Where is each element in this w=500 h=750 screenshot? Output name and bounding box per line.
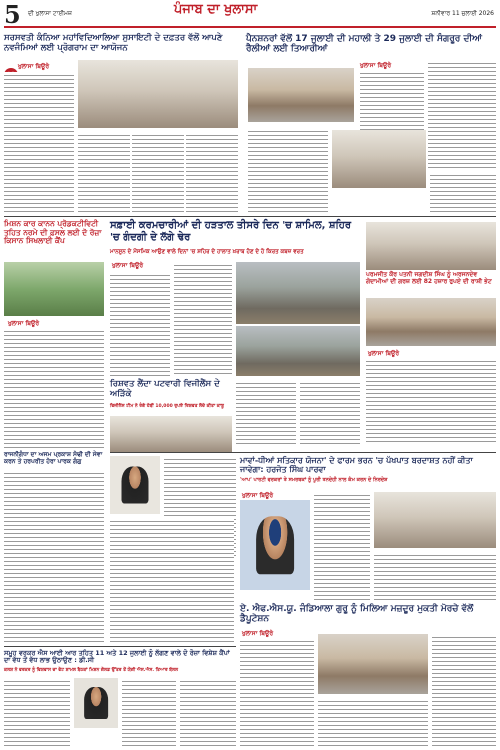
saraswati-body-col2 <box>78 132 130 214</box>
section-divider <box>4 216 496 217</box>
pensioners-body-col3 <box>248 128 328 212</box>
donation-byline: ਖੁਲਾਸਾ ਬਿਊਰੋ <box>368 350 400 357</box>
farmers-headline: ਮਿਸ਼ਨ ਕਾਰ ਕਾਨਨ ਪ੍ਰੋਡਕਟੀਵਿਟੀ ਤਹਿਤ ਨਰਮੇ ਦੀ ਫ਼ਸਲ ਲਈ ਦੋ ਰੋਜ਼ਾ ਕਿਸਾਨ ਸਿਖਲਾਈ ਕੈਂਪ <box>4 219 102 246</box>
mothers-photo <box>374 492 496 548</box>
farmers-body <box>4 328 104 448</box>
camp-body-col3 <box>180 678 236 746</box>
workers-body-col2 <box>432 634 496 746</box>
pensioners-photo-1 <box>248 68 354 122</box>
saraswati-body-col3 <box>132 132 184 214</box>
portrait-photo-1 <box>110 456 160 514</box>
sanitation-photo-1 <box>236 262 360 324</box>
masthead: ਪੰਜਾਬ ਦਾ ਖੁਲਾਸਾ <box>174 2 258 17</box>
paper-name: ਦੀ ਖੁਲਾਸਾ ਟਾਈਮਜ਼ <box>28 10 72 17</box>
farmers-byline: ਖੁਲਾਸਾ ਬਿਊਰੋ <box>8 320 40 327</box>
camp-body-col1 <box>4 678 70 746</box>
pensioners-headline: ਪੈਨਸ਼ਨਰਾਂ ਵੱਲੋਂ 17 ਜੁਲਾਈ ਦੀ ਮਹਾਲੀ ਤੇ 29 ਜੁਲਾਈ ਦੀ ਸੰਗਰੂਰ ਦੀਆਂ ਰੈਲੀਆਂ ਲਈ ਤਿਆਰੀਆਂ <box>246 34 482 55</box>
sanitation-body-col3 <box>236 380 296 444</box>
donation-photo-top <box>366 222 496 270</box>
mothers-subhead: 'ਆਪ' ਪਾਰਟੀ ਵਰਕਰਾਂ ਤੇ ਸਮਰਥਕਾਂ ਨੂੰ ਪੂਰੀ ਤਨਦੇਹੀ ਨਾਲ ਕੰਮ ਕਰਨ ਦੇ ਨਿਰਦੇਸ਼ <box>240 477 388 483</box>
sanitation-headline: ਸਫ਼ਾਈ ਕਰਮਚਾਰੀਆਂ ਦੀ ਹੜਤਾਲ ਤੀਸਰੇ ਦਿਨ 'ਚ ਸ਼ਾਮਿਲ, ਸ਼ਹਿਰ 'ਚ ਗੰਦਗੀ ਦੇ ਲੱਗੇ ਢੇਰ <box>110 220 352 243</box>
mothers-body-col1 <box>314 492 370 602</box>
issue-date: ਸ਼ਨੀਵਾਰ 11 ਜੁਲਾਈ 2026 <box>431 10 494 17</box>
workers-byline: ਖੁਲਾਸਾ ਬਿਊਰੋ <box>242 630 274 637</box>
bribery-photo <box>110 416 232 452</box>
camp-headline: ਸਮੂਹ ਵਰਕਰ ਐਸ ਆਈ ਆਰ ਤਹਿਤ 11 ਅਤੇ 12 ਜੁਲਾਈ ਨੂੰ ਲੱਗਣ ਵਾਲੇ ਦੋ ਰੋਜ਼ਾ ਵਿਸ਼ੇਸ਼ ਕੈਂਪਾਂ ਦਾ ਵੱਧ ਤੋਂ ਵੱਧ ਲਾਭ ਉਠਾਉਣ : ਡੀ.ਸੀ <box>4 649 230 665</box>
mothers-byline: ਖੁਲਾਸਾ ਬਿਊਰੋ <box>242 492 274 499</box>
bribery-subhead: ਵਿਜੀਲੈਂਸ ਟੀਮ ਨੇ ਰੰਗੇ ਹੱਥੀਂ 10,000 ਰੁਪਏ ਰਿਸ਼ਵਤ ਲੈਂਦੇ ਕੀਤਾ ਕਾਬੂ <box>110 404 224 409</box>
workers-body-col3 <box>318 698 428 746</box>
mothers-headline: ਮਾਵਾਂ-ਧੀਆਂ ਸਤਿਕਾਰ ਯੋਜਨਾ' ਦੇ ਫਾਰਮ ਭਰਨ 'ਚ ਪੱਖਪਾਤ ਬਰਦਾਸ਼ਤ ਨਹੀਂ ਕੀਤਾ ਜਾਵੇਗਾ: ਹਰਜੋਤ ਸਿੰਘ ਪਾਰਵਾ <box>240 456 473 475</box>
pensioners-body-col4 <box>430 172 496 212</box>
pensioners-body-col2 <box>428 60 496 168</box>
workers-headline: ਏ. ਐਫ.ਐਸ.ਯੂ. ਜੰਡਿਆਲਾ ਗੁਰੂ ਨੂੰ ਮਿਲਿਆ ਮਜ਼ਦੂਰ ਮੁਕਤੀ ਮੋਰਚੇ ਵੱਲੋਂ ਡੈਪੂਟੇਸ਼ਨ <box>240 604 474 625</box>
saraswati-body-col1 <box>4 72 74 212</box>
donation-headline: ਪਰਮਜੀਤ ਕੌਰ ਪਤਨੀ ਜਗਦੀਸ਼ ਸਿੰਘ ਨੂੰ ਅਰਜਨਦੇਵ ਗੋਦਾਮੀਆਂ ਦੀ ਗਰਜ਼ ਲਈ 82 ਹਜ਼ਾਰ ਰੁਪਏ ਦੀ ਰਾਸ਼ੀ ਭੇਟ <box>366 271 492 285</box>
farmers-photo <box>4 262 104 316</box>
mothers-body-col3 <box>110 518 234 642</box>
saraswati-body-col4 <box>186 132 238 214</box>
portrait-photo-2 <box>74 678 118 728</box>
page-number: 5 <box>4 0 21 29</box>
section-divider-2 <box>110 452 496 453</box>
workers-body-col1 <box>240 638 314 746</box>
saraswati-byline: ਖੁਲਾਸਾ ਬਿਊਰੋ <box>18 63 50 70</box>
camp-body-col2 <box>122 678 176 746</box>
saraswati-headline: ਸਰਸਵਤੀ ਕੰਨਿਆ ਮਹਾਂਵਿਦਿਆਲਿਆ ਸੁਸਾਇਟੀ ਦੇ ਦਫ਼ਤਰ ਵੱਲੋਂ ਆਪਣੇ ਨਵਜੰਮਿਆਂ ਲਈ ਪ੍ਰੋਗਰਾਮ ਦਾ ਆਯੋਜਨ <box>4 33 223 53</box>
sanitation-body-col2 <box>174 262 232 376</box>
sanitation-subhead: ਮਾਨਸੂਨ ਦੇ ਮੌਸਮਿਕ ਆਉਣ ਵਾਲੇ ਦਿਨਾਂ 'ਚ ਸ਼ਹਿਰ ਦੇ ਹਾਲਾਤ ਖ਼ਰਾਬ ਹੋਣ ਦੇ ਹੋ ਕਿਰਤ ਕਬਜ਼ ਵਰਤ <box>110 249 304 255</box>
mothers-portrait <box>240 500 310 590</box>
bribery-headline: ਰਿਸ਼ਵਤ ਲੈਂਦਾ ਪਟਵਾਰੀ ਵਿਜੀਲੈਂਸ ਦੇ ਅੜਿੱਕੇ <box>110 379 220 399</box>
sanitation-photo-2 <box>236 326 360 376</box>
sanitation-byline: ਖੁਲਾਸਾ ਬਿਊਰੋ <box>112 262 144 269</box>
mothers-body-col2 <box>374 552 496 602</box>
camp-subhead: ਕਲਸ਼ ਨੇ ਵਰਕਰ ਨੂੰ ਵਿਸ਼ਵਾਸ ਦਾ ਵੋਟ ਸ਼ਾਮਲ ਬੈਠਕਾਂ ਮਿਸ਼ਨ ਗੋਲਡ ਉੱਤਰ ਤੋਂ ਯੋਗੀ ਐਸ.ਐਸ. ਤਿਆਰ ਬੱਲਲ <box>4 668 179 673</box>
pensioners-photo-2 <box>332 130 426 188</box>
pensioners-body-col1 <box>360 70 424 130</box>
saraswati-photo <box>78 60 238 128</box>
workers-photo <box>318 634 428 694</box>
donation-photo <box>366 298 496 346</box>
pensioners-byline: ਖੁਲਾਸਾ ਬਿਊਰੋ <box>360 62 392 69</box>
page-header <box>4 2 496 28</box>
donation-body <box>366 358 496 444</box>
rajnigandha-body <box>4 470 104 644</box>
sanitation-body-col4 <box>300 380 360 444</box>
sanitation-body-col1 <box>110 272 170 376</box>
rajnigandha-headline: ਰਾਜਨੀਗੰਧਾ ਦਾ ਅਜਮ ਪ੍ਰਕਾਸ਼ ਸੋਢੀ ਦੀ ਸੇਵਾ ਕਰਨ ਤੇ ਹਰਪਰੀਤ ਹੋਰਾ ਪਾਰਕ ਗੰਗੁ <box>4 451 103 465</box>
section-divider-3 <box>4 646 236 647</box>
